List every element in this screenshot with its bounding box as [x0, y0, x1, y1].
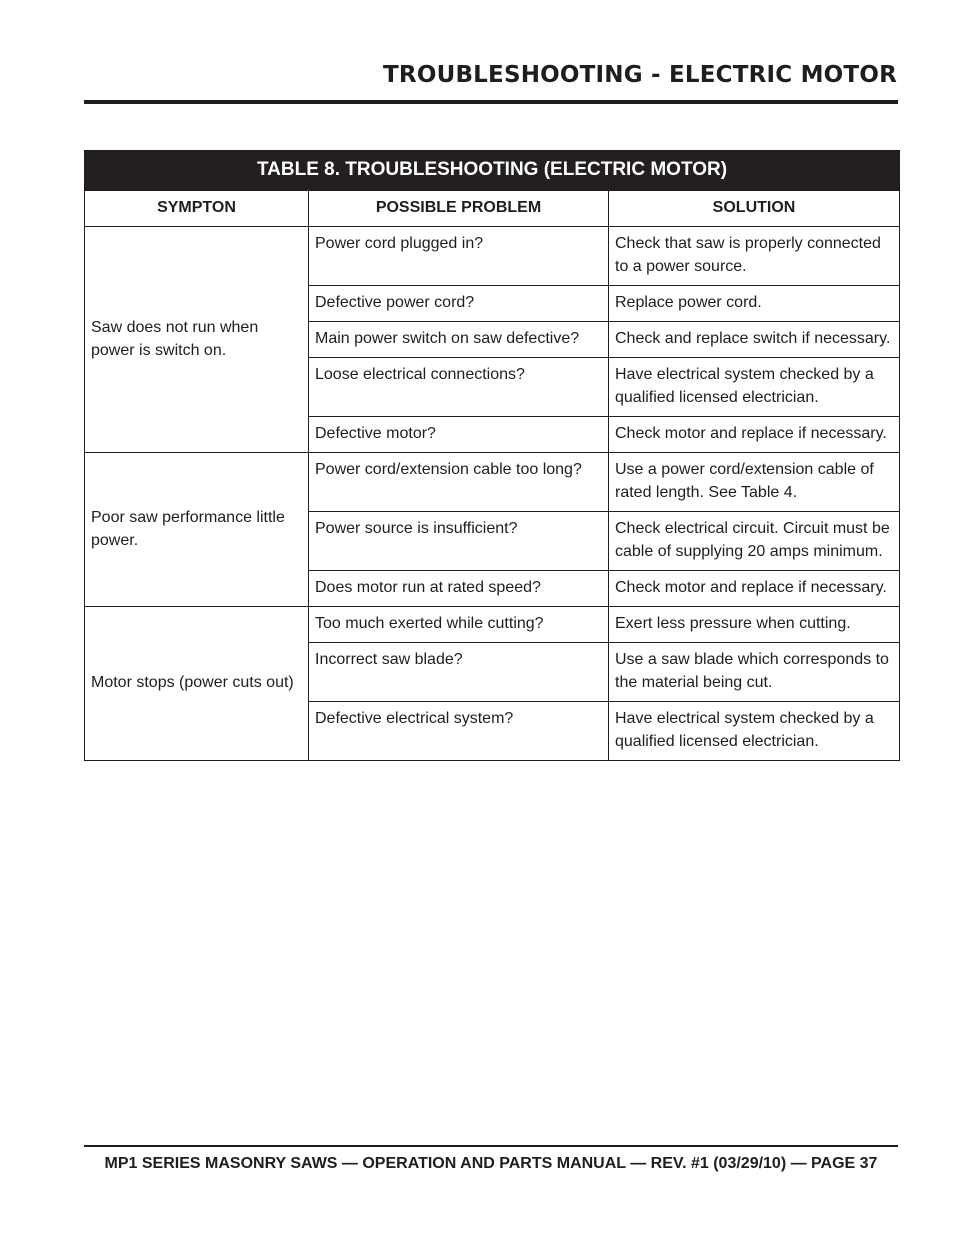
table-caption: TABLE 8. TROUBLESHOOTING (ELECTRIC MOTOR) [85, 151, 900, 191]
problem-cell: Does motor run at rated speed? [309, 571, 609, 607]
solution-cell: Have electrical system checked by a qualified licensed electrician. [609, 702, 900, 761]
solution-cell: Have electrical system checked by a qualified licensed electrician. [609, 358, 900, 417]
page-footer: MP1 SERIES MASONRY SAWS — OPERATION AND PARTS MANUAL — REV. #1 (03/29/10) — PAGE 37 [104, 1155, 878, 1172]
table-row [85, 607, 900, 643]
table-row [85, 453, 900, 512]
problem-cell: Power cord/extension cable too long? [309, 453, 609, 512]
page-title: TROUBLESHOOTING - ELECTRIC MOTOR [383, 62, 897, 88]
problem-cell: Power source is insufficient? [309, 512, 609, 571]
solution-cell: Use a saw blade which corresponds to the material being cut. [609, 643, 900, 702]
problem-cell: Defective power cord? [309, 286, 609, 322]
solution-cell: Check that saw is properly connected to a power source. [609, 227, 900, 286]
table-row [85, 227, 900, 286]
solution-cell: Exert less pressure when cutting. [609, 607, 900, 643]
problem-cell: Power cord plugged in? [309, 227, 609, 286]
solution-cell: Check electrical circuit. Circuit must be cable of supplying 20 amps minimum. [609, 512, 900, 571]
solution-cell: Check motor and replace if necessary. [609, 417, 900, 453]
symptom-cell: Saw does not run when power is switch on. [85, 227, 309, 453]
troubleshooting-table [84, 150, 900, 761]
solution-cell: Replace power cord. [609, 286, 900, 322]
footer-rule [84, 1145, 898, 1147]
problem-cell: Incorrect saw blade? [309, 643, 609, 702]
problem-cell: Too much exerted while cutting? [309, 607, 609, 643]
column-header-solution: SOLUTION [609, 191, 900, 227]
problem-cell: Defective motor? [309, 417, 609, 453]
solution-cell: Check motor and replace if necessary. [609, 571, 900, 607]
symptom-cell: Poor saw performance little power. [85, 453, 309, 607]
problem-cell: Defective electrical system? [309, 702, 609, 761]
solution-cell: Use a power cord/extension cable of rated length. See Table 4. [609, 453, 900, 512]
column-header-symptom: SYMPTON [85, 191, 309, 227]
problem-cell: Main power switch on saw defective? [309, 322, 609, 358]
problem-cell: Loose electrical connections? [309, 358, 609, 417]
symptom-cell: Motor stops (power cuts out) [85, 607, 309, 761]
column-header-problem: POSSIBLE PROBLEM [309, 191, 609, 227]
title-rule [84, 100, 898, 104]
solution-cell: Check and replace switch if necessary. [609, 322, 900, 358]
